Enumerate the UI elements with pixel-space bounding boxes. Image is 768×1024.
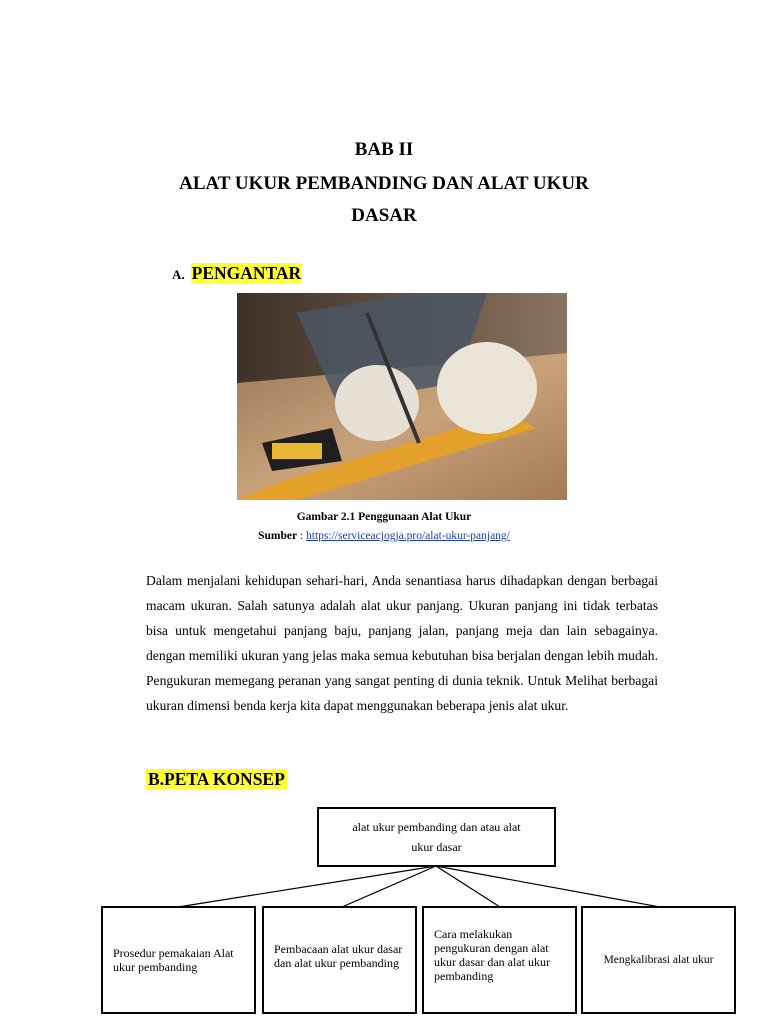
- chapter-title-line2: DASAR: [351, 205, 417, 226]
- concept-root-box: [317, 807, 556, 867]
- concept-child-3-text: Cara melakukan pengukuran dengan alat ukur dasar dan alat ukur pembanding: [434, 927, 550, 983]
- concept-child-2-text: Pembacaan alat ukur dasar dan alat ukur pembanding: [274, 942, 403, 970]
- section-a-title: PENGANTAR: [191, 263, 302, 283]
- concept-child-3: [422, 906, 577, 1014]
- figure-caption: Gambar 2.1 Penggunaan Alat Ukur: [296, 511, 472, 523]
- connector-4: [436, 866, 660, 907]
- connector-1: [178, 866, 436, 907]
- concept-child-1: [101, 906, 256, 1014]
- concept-root-line2: ukur dasar: [411, 840, 462, 854]
- connector-2: [342, 866, 436, 907]
- concept-child-4: [581, 906, 736, 1014]
- concept-root-line1: alat ukur pembanding dan atau alat: [352, 820, 521, 834]
- chapter-title-line1: ALAT UKUR PEMBANDING DAN ALAT UKUR: [179, 173, 589, 194]
- concept-child-2: [262, 906, 417, 1014]
- section-a-marker: A.: [172, 267, 185, 282]
- source-label: Sumber: [258, 530, 298, 542]
- source-link[interactable]: https://serviceacjogja.pro/alat-ukur-panjang/: [306, 530, 510, 542]
- section-b-title: B.PETA KONSEP: [148, 769, 285, 789]
- source-separator: :: [297, 530, 307, 542]
- chapter-number: BAB II: [354, 139, 414, 160]
- intro-paragraph-text: Dalam menjalani kehidupan sehari-hari, Anda senantiasa harus dihadapkan dengan berbagai macam ukuran. Salah satunya adalah alat ukur panjang. Ukuran panjang ini tidak terbatas bisa untuk mengetahui panjang baju, panjang jalan, panjang meja dan lain sebagainya. dengan memiliki ukuran yang jelas maka semua kebutuhan bisa berjalan dengan lebih mudah. Pengukuran memegang peranan yang sangat penting di dunia teknik. Untuk Melihat berbagai ukuran dimensi benda kerja kita dapat menggunakan beberapa jenis alat ukur.: [146, 573, 658, 713]
- concept-child-4-text: Mengkalibrasi alat ukur: [603, 954, 714, 966]
- concept-child-1-text: Prosedur pemakaian Alat ukur pembanding: [113, 946, 234, 974]
